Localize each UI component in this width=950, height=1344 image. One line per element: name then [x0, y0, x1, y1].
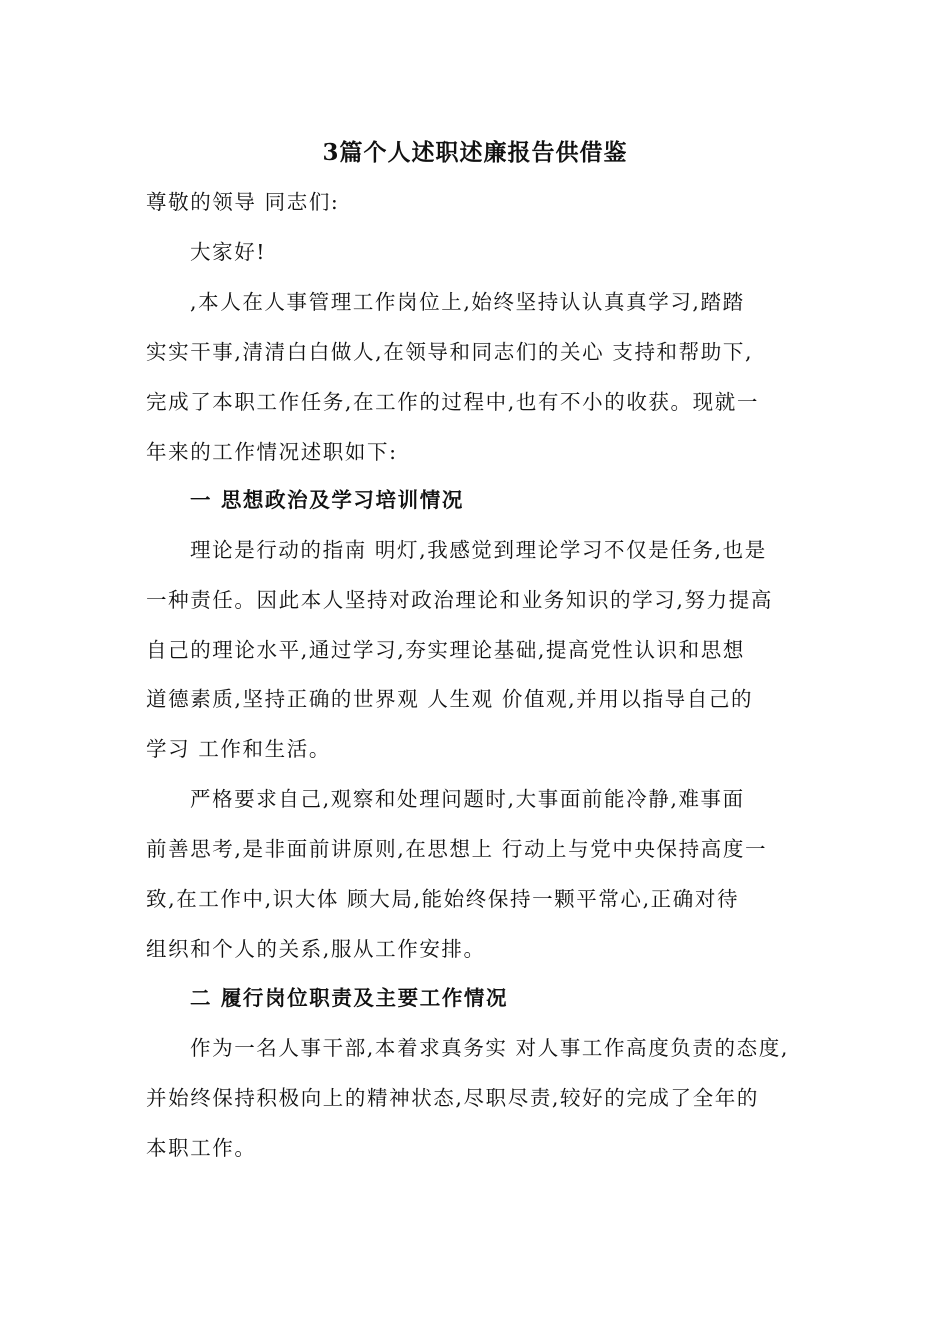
paragraph-line: 一种责任。因此本人坚持对政治理论和业务知识的学习,努力提高: [146, 588, 773, 612]
paragraph-line: ,本人在人事管理工作岗位上,始终坚持认认真真学习,踏踏: [190, 290, 745, 314]
paragraph-line: 年来的工作情况述职如下:: [146, 440, 398, 464]
paragraph-line: 学习 工作和生活。: [146, 737, 331, 761]
paragraph-line: 作为一名人事干部,本着求真务实 对人事工作高度负责的态度,: [190, 1036, 789, 1060]
paragraph-line: 致,在工作中,识大体 顾大局,能始终保持一颗平常心,正确对待: [146, 887, 740, 911]
section-heading-2: 二 履行岗位职责及主要工作情况: [190, 986, 509, 1010]
paragraph-line: 道德素质,坚持正确的世界观 人生观 价值观,并用以指导自己的: [146, 687, 754, 711]
paragraph-line: 本职工作。: [146, 1136, 257, 1160]
document-title: 3篇个人述职述廉报告供借鉴: [322, 139, 628, 166]
salutation: 尊敬的领导 同志们:: [146, 190, 340, 214]
section-heading-1: 一 思想政治及学习培训情况: [190, 488, 464, 512]
paragraph-line: 前善思考,是非面前讲原则,在思想上 行动上与党中央保持高度一: [146, 837, 768, 861]
paragraph-line: 完成了本职工作任务,在工作的过程中,也有不小的收获。现就一: [146, 390, 759, 414]
paragraph-line: 自己的理论水平,通过学习,夯实理论基础,提高党性认识和思想: [146, 638, 745, 662]
greeting: 大家好!: [190, 240, 267, 264]
paragraph-line: 严格要求自己,观察和处理问题时,大事面前能冷静,难事面: [190, 787, 745, 811]
paragraph-line: 理论是行动的指南 明灯,我感觉到理论学习不仅是任务,也是: [190, 538, 767, 562]
paragraph-line: 组织和个人的关系,服从工作安排。: [146, 937, 486, 961]
paragraph-line: 并始终保持积极向上的精神状态,尽职尽责,较好的完成了全年的: [146, 1086, 759, 1110]
paragraph-line: 实实干事,清清白白做人,在领导和同志们的关心 支持和帮助下,: [146, 340, 754, 364]
